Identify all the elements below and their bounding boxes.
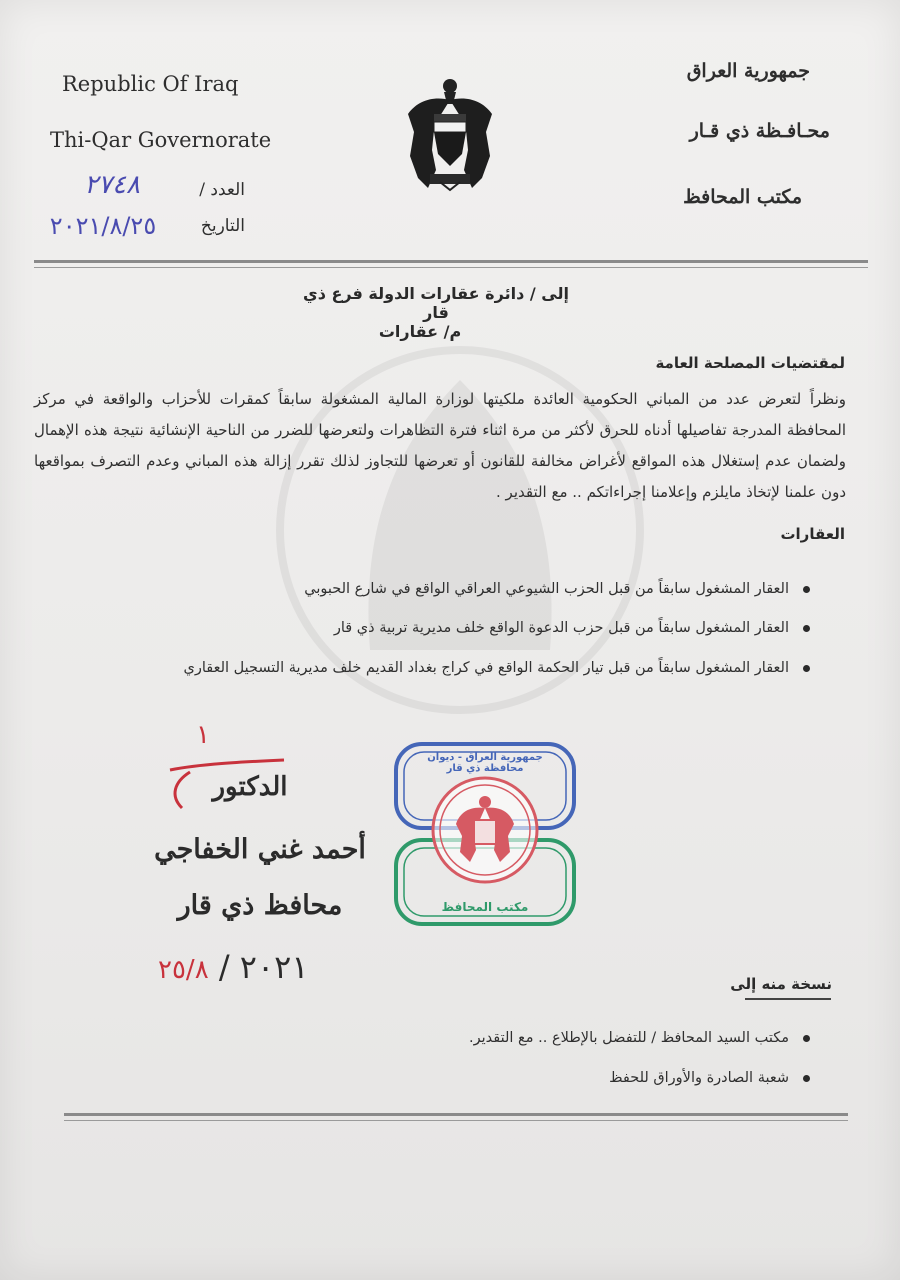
list-item <box>180 608 810 648</box>
header-en-governorate: Thi-Qar Governorate <box>50 128 272 152</box>
signature-title: الدكتور <box>212 772 288 802</box>
header-ar-governorate: محـافـظة ذي قـار <box>689 120 830 142</box>
signature-initial-mark: ١ <box>196 720 210 750</box>
copies-list <box>380 1018 810 1098</box>
bullet-icon <box>803 665 810 672</box>
property-text: العقار المشغول سابقاً من قبل حزب الدعوة الواقع خلف مديرية تربية ذي قار <box>333 620 789 636</box>
list-item <box>180 570 810 608</box>
list-item <box>180 648 810 688</box>
signature-date <box>158 948 309 986</box>
copies-title: نسخة منه إلى <box>730 975 832 993</box>
bullet-icon <box>803 625 810 632</box>
stamp-top-text: جمهورية العراق - ديوان محافظة ذي قار <box>427 752 543 774</box>
number-handwritten: ٢٧٤٨ <box>84 170 140 200</box>
signature-date-year: ٢٠٢١ / <box>218 948 309 986</box>
copy-text: شعبة الصادرة والأوراق للحفظ <box>609 1070 789 1086</box>
header-en-country: Republic Of Iraq <box>62 72 239 96</box>
iraq-eagle-emblem-icon <box>404 70 496 192</box>
subject-line: م/ عقارات <box>378 322 462 341</box>
body-opening: لمقتضيات المصلحة العامة <box>655 354 845 372</box>
bullet-icon <box>803 1035 810 1042</box>
stamp-bottom-text: مكتب المحافظ <box>441 900 529 914</box>
signature-name: أحمد غني الخفاجي <box>154 834 366 865</box>
bullet-icon <box>803 1075 810 1082</box>
footer-divider-thin <box>64 1120 848 1121</box>
header-ar-office: مكتب المحافظ <box>683 186 802 208</box>
signature-date-handwritten: ٢٥/٨ <box>158 955 209 985</box>
body-paragraph: ونظراً لتعرض عدد من المباني الحكومية العائدة ملكيتها لوزارة المالية المشغولة سابقاً كمقرات للأحزاب والواقعة في مركز المحافظة المدرجة تفاصيلها أدناه للحرق لأكثر من مرة اثناء فترة التظاهرات ولتعرضها للضرر من الناحية الإنشائية نتيجة هذه الإهمال ولضمان عدم إستغلال هذه المواقع لأغراض مخالفة للقانون أو تعرضها للتجاوز لذلك تقرر إزالة هذه المباني وعدم التصرف بمواقعها دون علمنا لإتخاذ مايلزم وإعلامنا إجراءاتكم .. مع التقدير . <box>34 390 846 501</box>
list-item <box>380 1058 810 1098</box>
copies-title-underline <box>745 998 831 1000</box>
properties-list <box>180 570 810 688</box>
addressee-to: إلى / دائرة عقارات الدولة فرع ذي قار <box>303 284 569 322</box>
property-text: العقار المشغول سابقاً من قبل تيار الحكمة الواقع في كراج بغداد القديم خلف مديرية التسجيل العقاري <box>183 660 789 676</box>
header-divider <box>34 260 868 263</box>
footer-divider <box>64 1113 848 1116</box>
date-handwritten: ٢٠٢١/٨/٢٥ <box>49 212 157 240</box>
copy-text: مكتب السيد المحافظ / للتفضل بالإطلاع .. مع التقدير. <box>469 1030 789 1046</box>
list-item <box>380 1018 810 1058</box>
header-divider-thin <box>34 267 868 268</box>
property-text: العقار المشغول سابقاً من قبل الحزب الشيوعي العراقي الواقع في شارع الحبوبي <box>304 581 789 597</box>
number-label: العدد / <box>199 180 245 200</box>
date-label: التاريخ <box>200 216 245 236</box>
signature-position: محافظ ذي قار <box>177 890 343 921</box>
properties-title: العقارات <box>780 525 845 543</box>
header-ar-country: جمهورية العراق <box>686 60 810 82</box>
bullet-icon <box>803 586 810 593</box>
